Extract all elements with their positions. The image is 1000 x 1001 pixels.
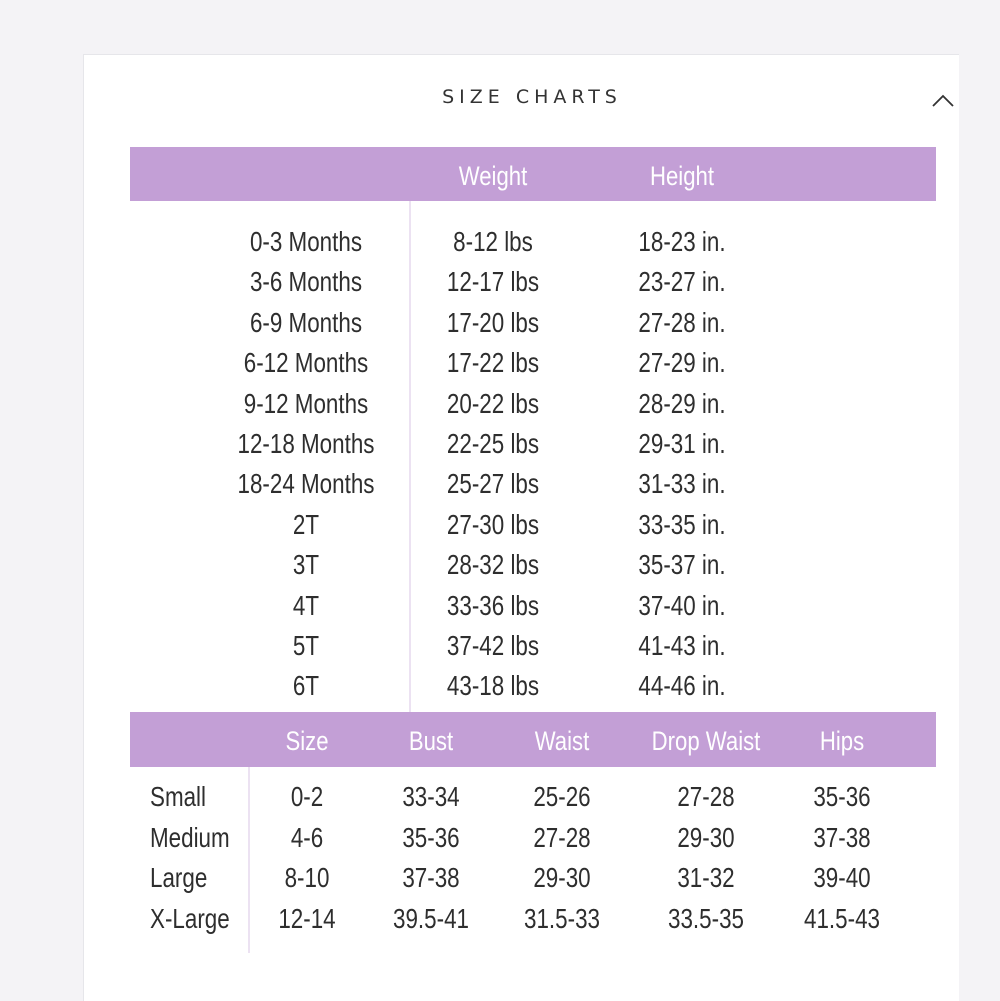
column-header: Bust <box>408 726 454 756</box>
table-cell: X-Large <box>150 902 230 934</box>
size-chart <box>130 147 936 953</box>
page-title: SIZE CHARTS <box>442 86 622 108</box>
table-cell: 33-34 <box>402 781 460 812</box>
table-cell: Large <box>150 862 208 893</box>
table-cell: 41-43 in. <box>638 630 726 661</box>
table-cell: 37-38 <box>402 862 460 893</box>
table-cell: Medium <box>150 821 230 853</box>
table-cell: 17-22 lbs <box>446 347 540 379</box>
table-cell: 25-27 lbs <box>446 468 540 500</box>
table-cell: 37-40 in. <box>638 589 726 621</box>
table-cell: 23-27 in. <box>638 266 726 298</box>
table-cell: 3-6 Months <box>249 266 363 298</box>
table-cell: 8-10 <box>284 862 330 893</box>
table-cell: 6-12 Months <box>243 347 369 379</box>
table-cell: 20-22 lbs <box>446 387 540 419</box>
table-cell: 25-26 <box>533 781 591 812</box>
table-cell: 12-18 Months <box>237 428 375 459</box>
table-cell: 35-36 <box>402 821 460 853</box>
table-cell: 12-14 <box>278 902 336 934</box>
table-cell: 17-20 lbs <box>446 306 540 338</box>
table-cell: 29-30 <box>533 862 591 893</box>
column-header: Size <box>285 726 329 756</box>
table-cell: 29-31 in. <box>638 428 726 459</box>
table-cell: 27-30 lbs <box>446 508 540 540</box>
table-cell: 27-28 in. <box>638 306 726 338</box>
table-cell: 22-25 lbs <box>446 428 540 459</box>
table-cell: 4T <box>292 589 320 621</box>
table-cell: 33.5-35 <box>668 902 744 934</box>
table-cell: 28-32 lbs <box>446 549 540 581</box>
table-cell: 5T <box>292 630 320 661</box>
table-cell: 39.5-41 <box>393 902 469 934</box>
column-header: Hips <box>819 726 865 756</box>
table-cell: 27-29 in. <box>638 347 726 379</box>
table-cell: 44-46 in. <box>638 670 726 702</box>
table-cell: Small <box>150 781 207 812</box>
table-cell: 0-2 <box>290 781 324 812</box>
table-cell: 0-3 Months <box>249 226 363 257</box>
column-divider <box>409 201 411 712</box>
table-cell: 4-6 <box>290 821 324 853</box>
table-cell: 18-23 in. <box>638 226 726 257</box>
table-cell: 43-18 lbs <box>446 670 540 702</box>
table-cell: 27-28 <box>677 781 735 812</box>
table-cell: 33-35 in. <box>638 508 726 540</box>
table-cell: 2T <box>292 508 320 540</box>
table-cell: 18-24 Months <box>237 468 375 500</box>
table-cell: 31.5-33 <box>524 902 600 934</box>
table-cell: 29-30 <box>677 821 735 853</box>
table-cell: 35-37 in. <box>638 549 726 581</box>
table-cell: 41.5-43 <box>804 902 880 934</box>
table-cell: 35-36 <box>813 781 871 812</box>
table-cell: 3T <box>292 549 320 581</box>
table-cell: 9-12 Months <box>243 387 369 419</box>
table-cell: 12-17 lbs <box>446 266 540 298</box>
table-cell: 33-36 lbs <box>446 589 540 621</box>
chevron-up-icon <box>928 86 958 116</box>
table-cell: 28-29 in. <box>638 387 726 419</box>
column-header: Height <box>649 161 714 191</box>
table-cell: 6T <box>292 670 320 702</box>
collapse-toggle-button[interactable] <box>928 86 958 116</box>
column-header: Weight <box>458 161 528 191</box>
column-header: Waist <box>534 726 590 756</box>
table-cell: 31-33 in. <box>638 468 726 500</box>
table-cell: 37-42 lbs <box>446 630 540 661</box>
table-cell: 27-28 <box>533 821 591 853</box>
column-header: Drop Waist <box>651 726 761 756</box>
table-cell: 37-38 <box>813 821 871 853</box>
table-cell: 39-40 <box>813 862 871 893</box>
table-cell: 6-9 Months <box>249 306 363 338</box>
table-cell: 31-32 <box>677 862 735 893</box>
table-cell: 8-12 lbs <box>453 226 533 257</box>
